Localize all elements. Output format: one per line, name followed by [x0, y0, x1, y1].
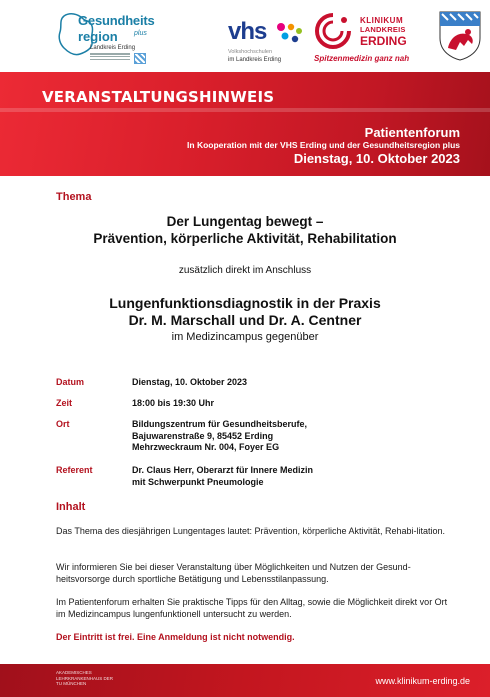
- detail-label: Datum: [56, 377, 85, 387]
- topic-location-note: im Medizincampus gegenüber: [171, 331, 319, 343]
- section-heading-thema: Thema: [56, 191, 92, 203]
- detail-value: 18:00 bis 19:30 Uhr: [132, 398, 215, 408]
- admission-notice: Der Eintritt ist frei. Eine Anmeldung ist nicht notwendig.: [56, 632, 295, 642]
- footer-affiliation: [56, 670, 113, 687]
- vhs-logo: [228, 18, 308, 68]
- section-heading-inhalt: Inhalt: [56, 501, 86, 513]
- topic-title-line1: Der Lungentag bewegt –: [166, 214, 324, 229]
- content-paragraph-1: Das Thema des diesjährigen Lungentages lautet: Prävention, körperliche Aktivität, Rehabi-litation.: [56, 526, 446, 536]
- ort-line3: Mehrzweckraum Nr. 004, Foyer EG: [132, 442, 280, 452]
- klinikum-logo: [312, 10, 432, 70]
- ort-line2: Bajuwarenstraße 9, 85452 Erding: [132, 430, 274, 441]
- logo-bar: [0, 0, 490, 72]
- vhs-wordmark: vhs: [228, 18, 267, 45]
- gesundheitsregion-fineprint: [90, 53, 130, 63]
- banner-event-info: [187, 125, 460, 167]
- footer-affiliation-line2: LEHRKRANKENHAUS DER: [56, 675, 114, 681]
- topic-subtitle-line1: Lungenfunktionsdiagnostik in der Praxis: [109, 295, 381, 311]
- klinikum-line1: KLINIKUM: [360, 16, 404, 25]
- topic-subtitle-line2: Dr. M. Marschall und Dr. A. Centner: [128, 312, 362, 328]
- klinikum-mark-icon: [314, 12, 352, 50]
- referent-line1: Dr. Claus Herr, Oberarzt für Innere Medizin: [132, 465, 314, 475]
- content-paragraph-3: Im Patientenforum erhalten Sie praktische Tipps für den Alltag, sowie die Möglichkeit direkt vor Ort im Medizincampus lungenfunktionell untersucht zu werden.: [56, 597, 448, 619]
- footer-affiliation-line1: AKADEMISCHES: [56, 670, 92, 675]
- gesundheitsregion-plus: plus: [134, 30, 147, 37]
- referent-line2: mit Schwerpunkt Pneumologie: [132, 476, 264, 487]
- gesundheitsregion-line3: Landkreis Erding: [90, 45, 136, 51]
- banner-heading: Patientenforum: [364, 125, 460, 140]
- banner-divider: [0, 108, 490, 112]
- klinikum-line3: ERDING: [360, 34, 407, 48]
- coat-of-arms-icon: [438, 10, 482, 62]
- vhs-dots-icon: [276, 22, 304, 46]
- footer-bar: [0, 664, 490, 697]
- content-paragraph-2: Wir informieren Sie bei dieser Veranstaltung über Möglichkeiten und Nutzen der Gesund-heitsvorsorge durch sportliche Betätigung und Lebensstilanpassung.: [56, 562, 411, 584]
- detail-label: Ort: [56, 419, 70, 429]
- detail-label: Zeit: [56, 398, 73, 408]
- banner-title: VERANSTALTUNGSHINWEIS: [42, 88, 275, 106]
- footer-affiliation-line3: TU MÜNCHEN: [56, 681, 87, 686]
- footer-website-link[interactable]: www.klinikum-erding.de: [375, 676, 470, 686]
- header-banner: [0, 72, 490, 176]
- ort-line1: Bildungszentrum für Gesundheitsberufe,: [132, 419, 308, 429]
- detail-value: [132, 465, 313, 488]
- vhs-region: im Landkreis Erding: [228, 57, 282, 63]
- vhs-subtitle: Volkshochschulen: [228, 49, 273, 55]
- banner-date: Dienstag, 10. Oktober 2023: [293, 151, 460, 166]
- gesundheitsregion-logo: [56, 8, 166, 66]
- detail-value: [132, 419, 307, 454]
- gesundheitsregion-line2: region: [78, 29, 118, 44]
- klinikum-line2: LANDKREIS: [360, 25, 406, 34]
- topic-connector: zusätzlich direkt im Anschluss: [178, 265, 312, 276]
- detail-label: Referent: [56, 465, 93, 475]
- topic-title-line2: Prävention, körperliche Aktivität, Rehabilitation: [93, 231, 397, 246]
- banner-subheading: In Kooperation mit der VHS Erding und der Gesundheitsregion plus: [187, 140, 460, 150]
- detail-value: Dienstag, 10. Oktober 2023: [132, 377, 248, 387]
- klinikum-tagline: Spitzenmedizin ganz nah: [314, 54, 410, 63]
- bavarian-flag-icon: [134, 53, 146, 64]
- gesundheitsregion-line1: Gesundheits: [78, 13, 155, 28]
